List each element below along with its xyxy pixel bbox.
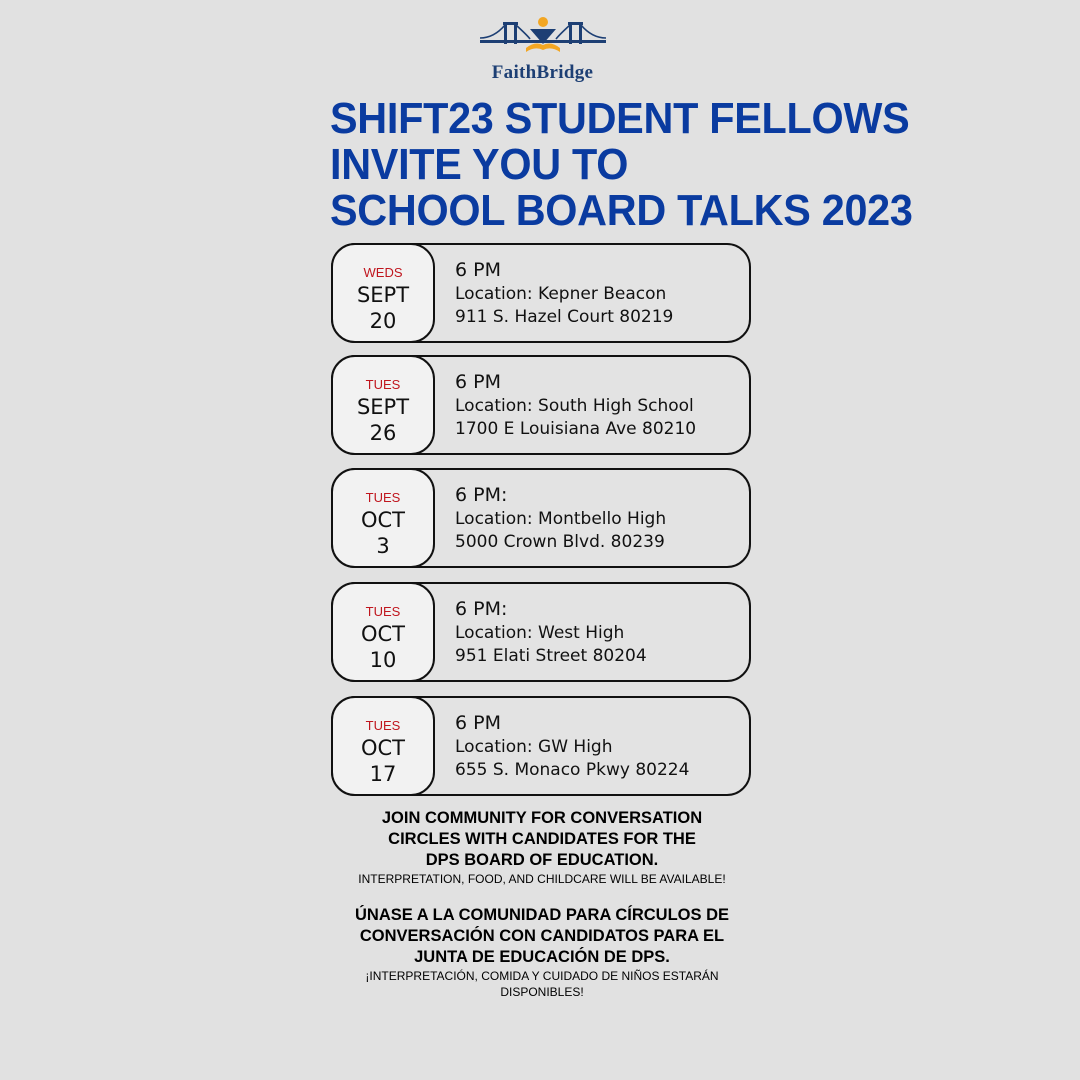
event-address: 655 S. Monaco Pkwy 80224 xyxy=(455,760,690,780)
event-details xyxy=(455,369,745,441)
event-details xyxy=(455,257,745,329)
day-of-week: TUES xyxy=(365,718,401,733)
event-location: Location: West High xyxy=(455,623,625,643)
event-time: 6 PM xyxy=(455,712,501,734)
spanish-note-line-2: DISPONIBLES! xyxy=(500,985,584,999)
event-address: 911 S. Hazel Court 80219 xyxy=(455,307,674,327)
title-line-3: SCHOOL BOARD TALKS 2023 xyxy=(330,186,913,235)
event-address: 951 Elati Street 80204 xyxy=(455,646,647,666)
day-of-week: TUES xyxy=(365,377,401,392)
day-number: 20 xyxy=(369,309,397,333)
day-number: 26 xyxy=(369,421,397,445)
faithbridge-logo xyxy=(470,12,615,84)
english-heading-line-3: DPS BOARD OF EDUCATION. xyxy=(425,851,659,869)
title-line-1: SHIFT23 STUDENT FELLOWS xyxy=(330,94,910,143)
english-heading-line-2: CIRCLES WITH CANDIDATES FOR THE xyxy=(388,830,696,848)
logo-wordmark: FaithBridge xyxy=(491,62,594,83)
month: SEPT xyxy=(356,395,410,419)
event-card xyxy=(331,468,751,568)
event-time: 6 PM xyxy=(455,259,501,281)
spanish-heading-line-2: CONVERSACIÓN CON CANDIDATOS PARA EL xyxy=(359,927,725,945)
event-card xyxy=(331,355,751,455)
event-details xyxy=(455,596,745,668)
month: OCT xyxy=(360,736,406,760)
month: SEPT xyxy=(356,283,410,307)
english-invitation xyxy=(300,808,784,887)
event-time: 6 PM: xyxy=(455,598,508,620)
event-location: Location: South High School xyxy=(455,396,694,416)
event-time: 6 PM xyxy=(455,371,501,393)
spanish-note-line-1: ¡INTERPRETACIÓN, COMIDA Y CUIDADO DE NIÑOS ESTARÁN xyxy=(365,969,719,983)
day-of-week: TUES xyxy=(365,490,401,505)
spanish-heading-line-3: JUNTA DE EDUCACIÓN DE DPS. xyxy=(414,948,670,966)
event-time: 6 PM: xyxy=(455,484,508,506)
day-of-week: TUES xyxy=(365,604,401,619)
spanish-heading-line-1: ÚNASE A LA COMUNIDAD PARA CÍRCULOS DE xyxy=(355,906,729,924)
day-number: 3 xyxy=(376,534,390,558)
spanish-invitation xyxy=(300,905,784,1000)
event-location: Location: GW High xyxy=(455,737,613,757)
event-address: 1700 E Louisiana Ave 80210 xyxy=(455,419,697,439)
english-heading-line-1: JOIN COMMUNITY FOR CONVERSATION xyxy=(381,809,703,827)
event-card xyxy=(331,243,751,343)
page-title xyxy=(330,94,913,235)
date-badge xyxy=(331,696,435,796)
bridge-person-icon xyxy=(478,12,608,60)
english-note: INTERPRETATION, FOOD, AND CHILDCARE WILL BE AVAILABLE! xyxy=(358,872,726,886)
event-location: Location: Montbello High xyxy=(455,509,667,529)
event-details xyxy=(455,482,745,554)
event-card xyxy=(331,696,751,796)
event-card xyxy=(331,582,751,682)
day-number: 10 xyxy=(369,648,397,672)
date-badge xyxy=(331,582,435,682)
date-badge xyxy=(331,468,435,568)
event-address: 5000 Crown Blvd. 80239 xyxy=(455,532,665,552)
event-location: Location: Kepner Beacon xyxy=(455,284,667,304)
title-line-2: INVITE YOU TO xyxy=(330,140,629,189)
month: OCT xyxy=(360,508,406,532)
day-of-week: WEDS xyxy=(363,265,403,280)
date-badge xyxy=(331,243,435,343)
month: OCT xyxy=(360,622,406,646)
event-details xyxy=(455,710,745,782)
date-badge xyxy=(331,355,435,455)
day-number: 17 xyxy=(369,762,397,786)
